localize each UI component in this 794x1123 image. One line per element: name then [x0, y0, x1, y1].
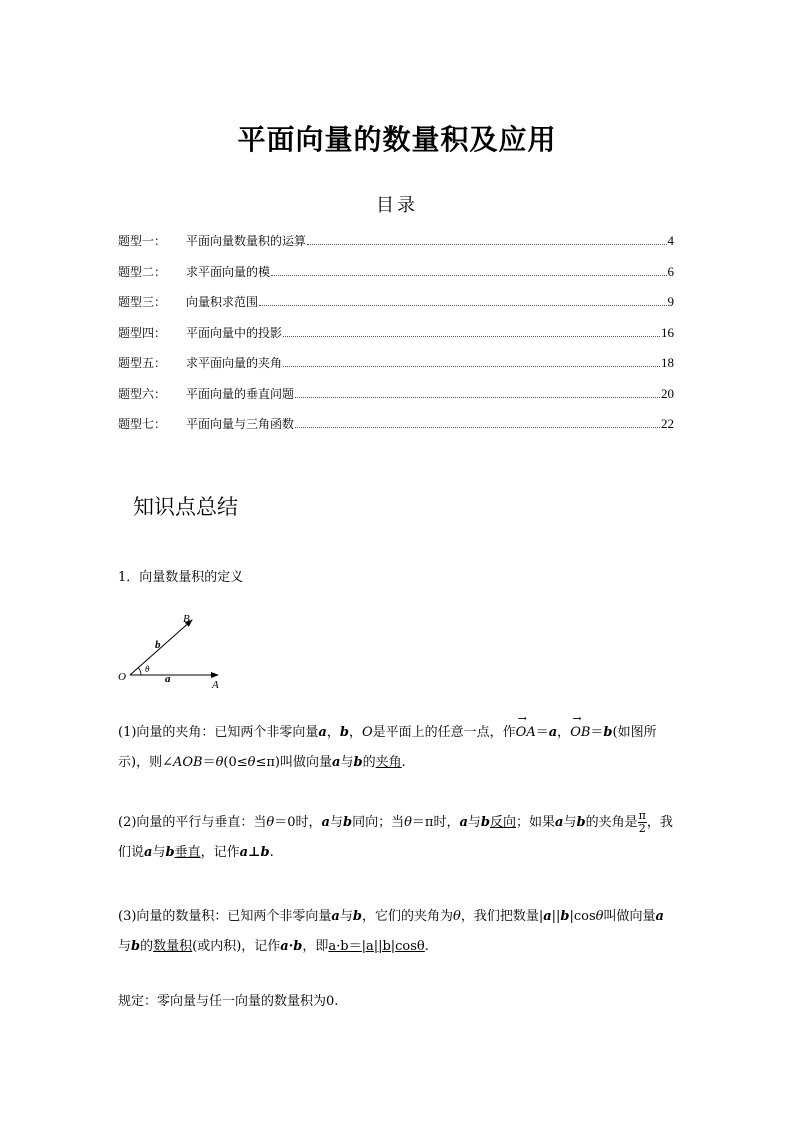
toc-item[interactable]: [118, 263, 674, 294]
zero-vector-rule: 规定：零向量与任一向量的数量积为0.: [118, 994, 339, 1009]
term-opposite: 反向: [490, 815, 517, 830]
toc-item[interactable]: [118, 232, 674, 263]
toc-item-text: 平面向量数量积的运算: [186, 234, 307, 248]
toc-item-text: 平面向量与三角函数: [186, 417, 295, 431]
toc-leader-dots: [283, 365, 660, 367]
toc-item-page: 16: [661, 324, 674, 340]
point-o-label: O: [118, 671, 126, 683]
vector-b-line: [130, 620, 192, 675]
angle-diagram: [114, 606, 234, 690]
theta-label: θ: [145, 664, 150, 674]
toc-item-page: 18: [661, 355, 674, 370]
vector-b-label: b: [155, 639, 161, 651]
term-perpendicular: 垂直: [174, 845, 201, 860]
toc-item[interactable]: [118, 415, 674, 446]
toc-item-page: 6: [667, 263, 674, 279]
toc-leader-dots: [295, 426, 660, 428]
paragraph-parallel-perpendicular: (2)向量的平行与垂直：当θ＝0时，a与b同向；当θ＝π时，a与b反向；如果a与b的夹角是 $\frac{\pi}{2}$ ，我们说a与b垂直，记作a⊥b.: [118, 809, 673, 860]
toc-leader-dots: [259, 304, 666, 306]
toc-item-text: 平面向量中的投影: [186, 325, 283, 340]
section-heading: 知识点总结: [133, 495, 238, 519]
point-b-label: B: [183, 613, 190, 625]
pi-over-2-fraction: $\frac{\pi}{2}$: [638, 809, 646, 835]
toc-item[interactable]: [118, 324, 674, 355]
toc-leader-dots: [271, 274, 666, 276]
toc-item-label: 题型六：: [118, 386, 167, 401]
toc-item-label: 题型一：: [118, 234, 167, 248]
toc-leader-dots: [283, 335, 660, 337]
toc-item-label: 题型四：: [118, 325, 167, 340]
toc-item[interactable]: [118, 354, 674, 385]
paragraph-dot-product: (3)向量的数量积：已知两个非零向量a与b，它们的夹角为θ，我们把数量|a||b|cosθ叫做向量a与b的数量积(或内积)，记作a·b，即a·b＝|a||b|cosθ.: [118, 909, 664, 954]
toc-leader-dots: [295, 396, 660, 398]
toc-item-text: 求平面向量的夹角: [186, 356, 283, 370]
toc-item[interactable]: [118, 385, 674, 416]
toc-item-text: 平面向量的垂直问题: [186, 386, 295, 401]
toc-item-label: 题型三：: [118, 295, 167, 309]
toc-item-text: 求平面向量的模: [186, 264, 271, 279]
toc-item-page: 9: [667, 294, 674, 309]
subsection-heading: 1．向量数量积的定义: [118, 570, 244, 585]
angle-arc: [138, 668, 141, 675]
toc-item-label: 题型二：: [118, 264, 167, 279]
toc-item-label: 题型七：: [118, 417, 167, 431]
dot-product-formula: a·b＝|a||b|cosθ: [328, 939, 425, 954]
toc-item-page: 4: [667, 233, 674, 248]
toc-item-page: 20: [661, 385, 674, 401]
term-angle: 夹角: [375, 755, 402, 770]
toc-item-page: 22: [661, 416, 674, 431]
point-a-label: A: [212, 679, 219, 690]
toc-heading: 目录: [376, 195, 418, 216]
toc-item-text: 向量积求范围: [186, 295, 259, 309]
term-dot-product: 数量积: [153, 939, 193, 954]
paragraph-angle: (1)向量的夹角：已知两个非零向量a，b，O是平面上的任意一点，作→ OA＝a，→ OB＝b(如图所示)，则∠AOB＝θ(0≤θ≤π)叫做向量a与b的夹角.: [118, 718, 676, 778]
toc-leader-dots: [307, 243, 666, 245]
toc-item[interactable]: [118, 293, 674, 324]
toc-item-label: 题型五：: [118, 356, 167, 370]
vector-a-label: a: [165, 673, 171, 685]
page-title: 平面向量的数量积及应用: [237, 123, 557, 156]
table-of-contents: [118, 232, 674, 446]
